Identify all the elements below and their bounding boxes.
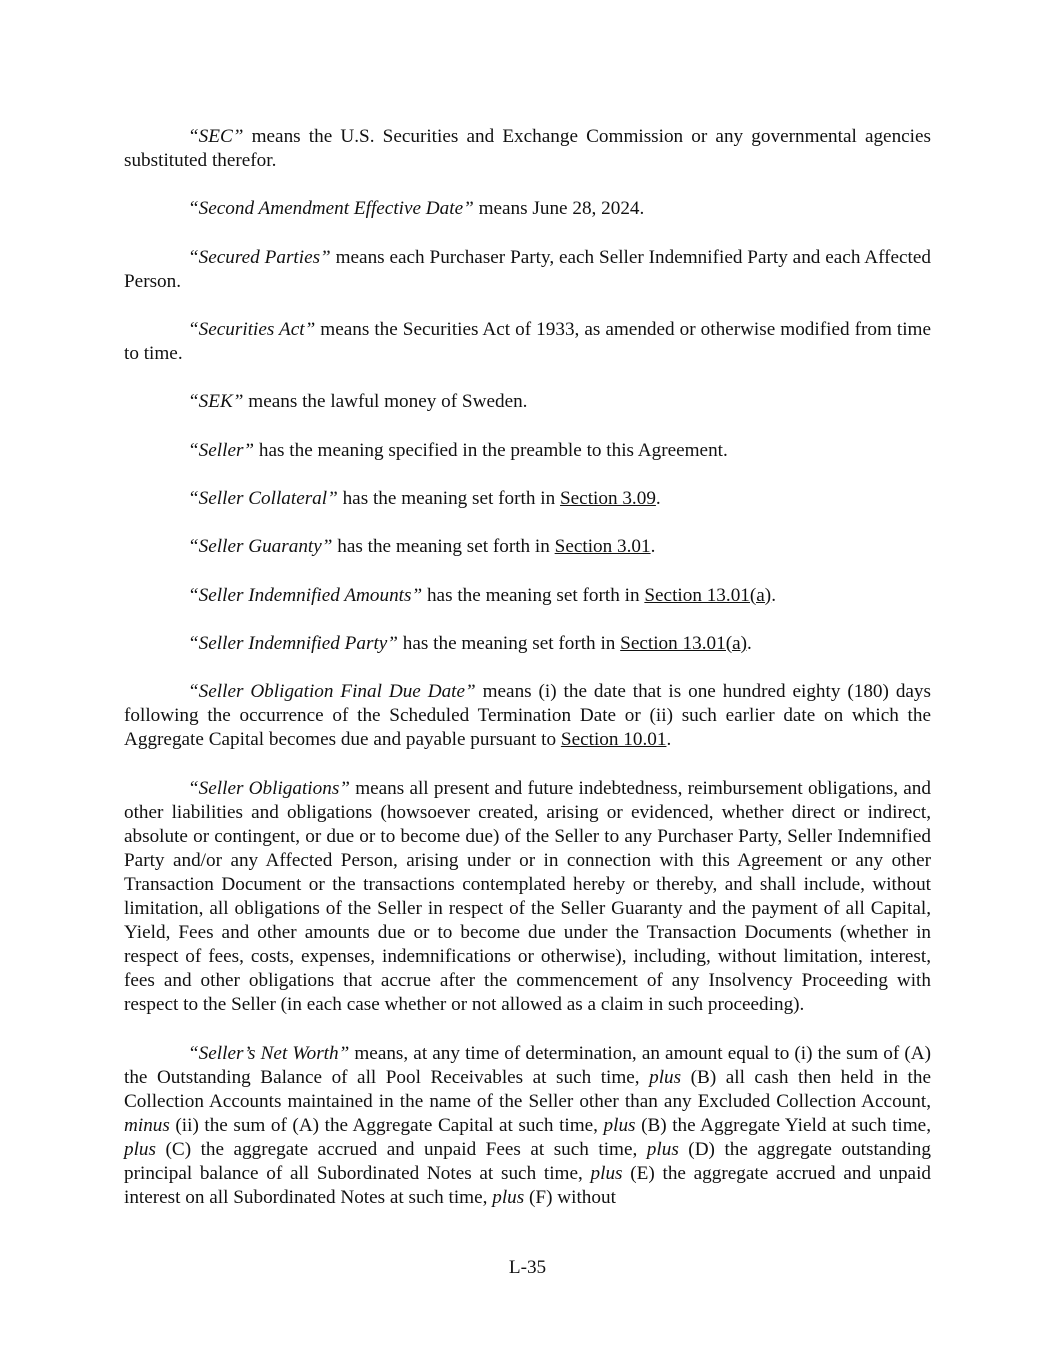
definition-text: has the meaning set forth in [422,584,645,606]
definition-sek [124,390,931,414]
plus-word: plus [492,1187,525,1209]
section-reference-link[interactable]: Section 10.01 [560,729,667,751]
definition-text: (F) without [524,1187,616,1209]
definition-text: means June 28, 2024. [473,198,645,220]
definition-seller-guaranty [124,535,931,559]
definition-second-amendment-effective-date [124,197,931,221]
definition-securities-act [124,318,931,366]
definition-text: (ii) the sum of (A) the Aggregate Capital at such time, [169,1114,604,1136]
definition-text: means (i) the date that is one hundred eighty (180) days following the occurrence of the Scheduled Termination Date or (ii) such earlier date on which the Aggregate Capital becomes due and payable pursuant to [124,681,931,751]
definition-text: has the meaning set forth in [337,487,560,509]
definition-text: (E) the aggregate accrued and unpaid interest on all Subordinated Notes at such time, [124,1163,931,1209]
definition-text: has the meaning specified in the preamble to this Agreement. [254,439,728,461]
section-reference-link[interactable]: Section 3.01 [554,536,651,558]
defined-term: “Secured Parties” [188,246,331,268]
definition-text: means all present and future indebtedness, reimbursement obligations, and other liabilities and obligations (howsoever created, arising or evidenced, whether direct or indirect, absolute or contingent, or due or to become due) of the Seller to any Purchaser Party, Seller Indemnified Party and/or any Affected Person, arising under or in connection with this Agreement or any other Transaction Document or the transactions contemplated hereby or thereby, and shall include, without limitation, all obligations of the Seller in respect of the Seller Guaranty and the payment of all Capital, Yield, Fees and other amounts due or to become due under the Transaction Documents (whether in respect of fees, costs, expenses, indemnifications or otherwise), including, without limitation, interest, fees and other obligations that accrue after the commencement of any Insolvency Proceeding with respect to the Seller (in each case whether or not allowed as a claim in such proceeding). [124,777,931,1016]
defined-term: “Seller Obligations” [188,777,350,799]
defined-term: “Securities Act” [188,319,316,341]
defined-term: “Seller Obligation Final Due Date” [188,681,476,703]
defined-term: “Seller Indemnified Party” [188,632,398,654]
section-reference-link[interactable]: Section 13.01(a) [620,632,747,654]
section-reference-link[interactable]: Section 13.01(a) [644,584,772,606]
definition-text: (C) the aggregate accrued and unpaid Fees at such time, [156,1139,647,1161]
definition-text: means the U.S. Securities and Exchange Commission or any governmental agencies substituted therefor. [124,126,931,172]
defined-term: “SEC” [188,126,244,147]
plus-word: plus [649,1066,682,1088]
plus-word: plus [124,1139,156,1161]
defined-term: “Seller” [188,439,255,461]
definition-sec [124,125,931,173]
defined-term: “Seller Guaranty” [188,536,333,558]
definition-punctuation: . [666,729,672,751]
plus-word: plus [603,1114,636,1136]
definition-text: means the lawful money of Sweden. [243,391,528,413]
definition-text: (D) the aggregate outstanding principal balance of all Subordinated Notes at such time, [124,1139,931,1185]
definition-text: has the meaning set forth in [332,536,555,558]
plus-word: plus [590,1163,623,1185]
definition-text: (B) all cash then held in the Collection Accounts maintained in the name of the Seller other than any Excluded Collection Account, [124,1066,931,1112]
defined-term: “Second Amendment Effective Date” [188,198,474,220]
defined-term: “Seller’s Net Worth” [188,1042,350,1064]
definition-text: means the Securities Act of 1933, as amended or otherwise modified from time to time. [124,319,931,365]
minus-word: minus [124,1114,170,1136]
definition-seller [124,439,931,463]
definition-text: has the meaning set forth in [397,632,621,654]
definition-text: (B) the Aggregate Yield at such time, [635,1114,931,1136]
defined-term: “Seller Indemnified Amounts” [188,584,423,606]
definition-seller-indemnified-party [124,632,931,656]
definition-punctuation: . [650,536,656,558]
definition-text: means each Purchaser Party, each Seller Indemnified Party and each Affected Person. [124,246,931,292]
definition-text: means, at any time of determination, an amount equal to (i) the sum of (A) the Outstanding Balance of all Pool Receivables at such time, [124,1042,931,1088]
defined-term: “Seller Collateral” [188,487,338,509]
defined-term: “SEK” [188,391,244,413]
definition-seller-collateral [124,487,931,511]
definition-seller-indemnified-amounts [124,584,931,608]
definition-punctuation: . [655,487,661,509]
definition-seller-obligations [124,777,931,1018]
page-number: L-35 [508,1257,547,1278]
definition-secured-parties [124,246,931,294]
definition-punctuation: . [771,584,776,606]
definitions-section [124,125,931,1235]
definition-seller-obligation-final-due-date [124,680,931,752]
definition-sellers-net-worth [124,1042,931,1211]
definition-punctuation: . [747,632,752,654]
section-reference-link[interactable]: Section 3.09 [559,487,656,509]
plus-word: plus [646,1139,679,1161]
